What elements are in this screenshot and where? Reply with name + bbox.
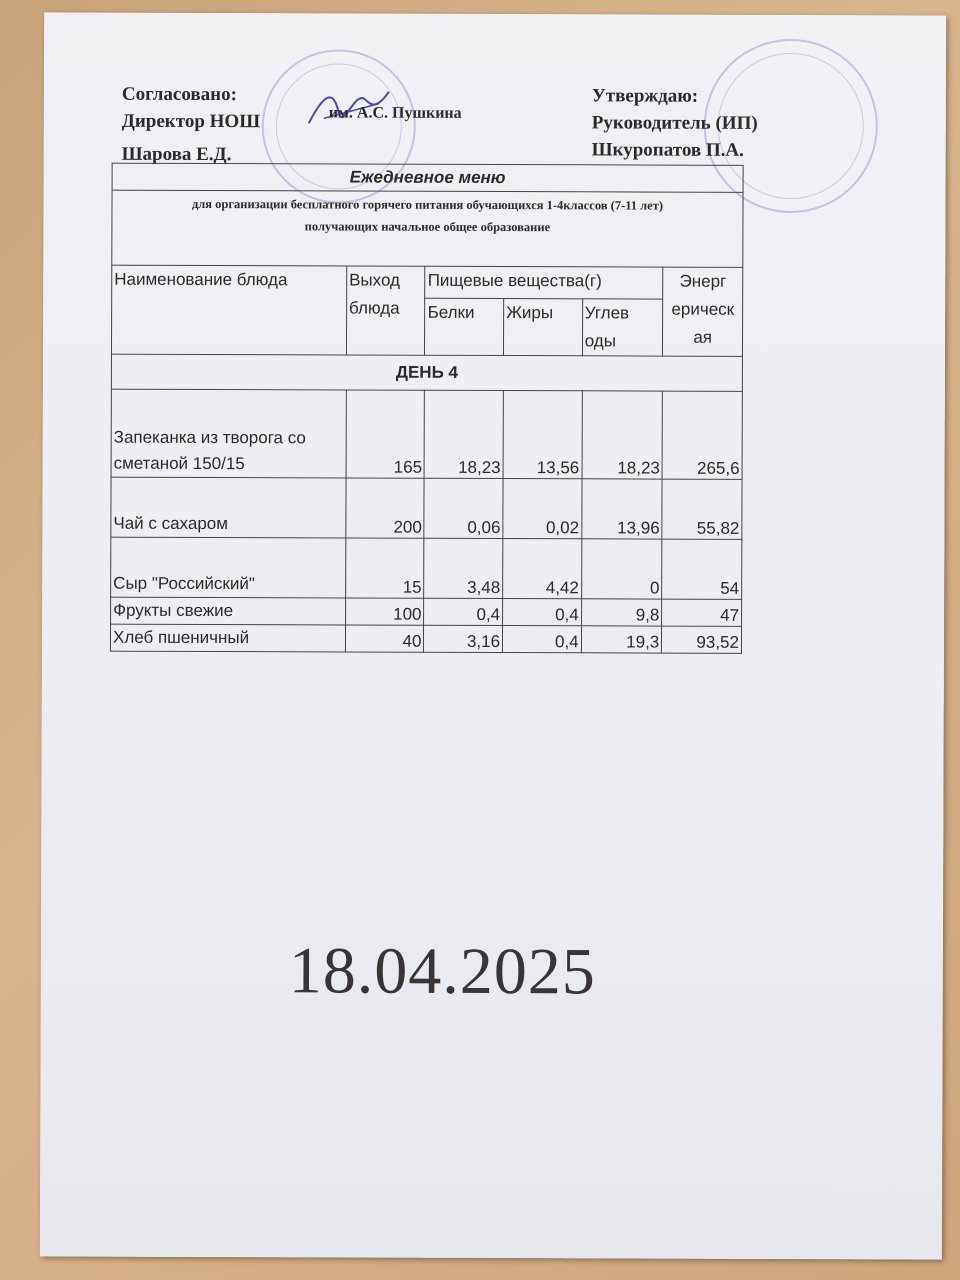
- dish-output: 200: [346, 478, 425, 538]
- dish-name: Хлеб пшеничный: [110, 624, 345, 652]
- director-title: Директор НОШ: [121, 110, 261, 133]
- dish-energy: 47: [662, 599, 742, 626]
- approve-label: Утверждаю:: [591, 85, 699, 107]
- dish-protein: 3,16: [424, 625, 503, 652]
- dish-carbs: 19,3: [581, 626, 662, 653]
- dish-energy: 55,82: [662, 479, 742, 539]
- col-header-name: Наименование блюда: [111, 265, 346, 355]
- director-name: Шарова Е.Д.: [121, 143, 232, 166]
- table-row: [111, 477, 742, 539]
- dish-carbs: 18,23: [582, 391, 663, 479]
- dish-energy: 54: [662, 539, 742, 599]
- dish-name: Запеканка из творога со сметаной 150/15: [111, 389, 346, 478]
- manager-name: Шкуропатов П.А.: [591, 139, 744, 161]
- col-header-protein: Белки: [425, 298, 504, 355]
- dish-fat: 0,4: [503, 626, 582, 653]
- menu-date: 18.04.2025: [288, 934, 596, 1009]
- dish-energy: 265,6: [662, 391, 742, 479]
- dish-name: Фрукты свежие: [111, 597, 346, 625]
- menu-table: [110, 163, 744, 654]
- col-header-energy: Энерг ерическ ая: [663, 267, 743, 356]
- dish-name: Чай с сахаром: [111, 477, 346, 538]
- dish-output: 15: [345, 538, 424, 598]
- school-name: им. А.С. Пушкина: [328, 104, 462, 122]
- col-header-nutrients: Пищевые вещества(г): [425, 266, 663, 299]
- table-row: [110, 624, 741, 653]
- dish-protein: 0,4: [424, 598, 503, 625]
- dish-name: Сыр "Российский": [111, 537, 346, 598]
- dish-protein: 18,23: [425, 390, 504, 478]
- dish-output: 165: [346, 390, 425, 478]
- dish-energy: 93,52: [662, 626, 742, 653]
- approval-label: Согласовано:: [121, 83, 237, 106]
- approval-block-right: [592, 82, 892, 164]
- col-header-output: Выход блюда: [346, 266, 425, 355]
- col-header-fat: Жиры: [504, 299, 583, 356]
- table-row: [111, 389, 742, 479]
- col-header-carbs: Углев оды: [582, 299, 663, 356]
- menu-subtitle-line2: получающих начальное общее образование: [304, 219, 551, 235]
- dish-protein: 0,06: [424, 478, 503, 538]
- dish-carbs: 9,8: [581, 599, 662, 626]
- dish-carbs: 13,96: [582, 479, 663, 539]
- dish-fat: 0,02: [503, 479, 582, 539]
- day-label: ДЕНЬ 4: [111, 354, 742, 391]
- approval-block-left: [122, 81, 542, 169]
- menu-title: Ежедневное меню: [112, 163, 743, 192]
- dish-output: 40: [345, 625, 424, 652]
- dish-output: 100: [345, 598, 424, 625]
- dish-fat: 4,42: [503, 539, 582, 599]
- manager-title: Руководитель (ИП): [591, 112, 758, 134]
- table-row: [111, 597, 742, 626]
- dish-fat: 0,4: [503, 599, 582, 626]
- dish-protein: 3,48: [424, 538, 503, 598]
- paper-sheet: [40, 12, 946, 1259]
- dish-carbs: 0: [581, 539, 662, 599]
- dish-fat: 13,56: [503, 391, 582, 479]
- menu-subtitle-line1: для организации бесплатного горячего питания обучающихся 1-4классов (7-11 лет): [191, 196, 664, 213]
- table-row: [111, 537, 742, 599]
- menu-subtitle: [112, 190, 743, 267]
